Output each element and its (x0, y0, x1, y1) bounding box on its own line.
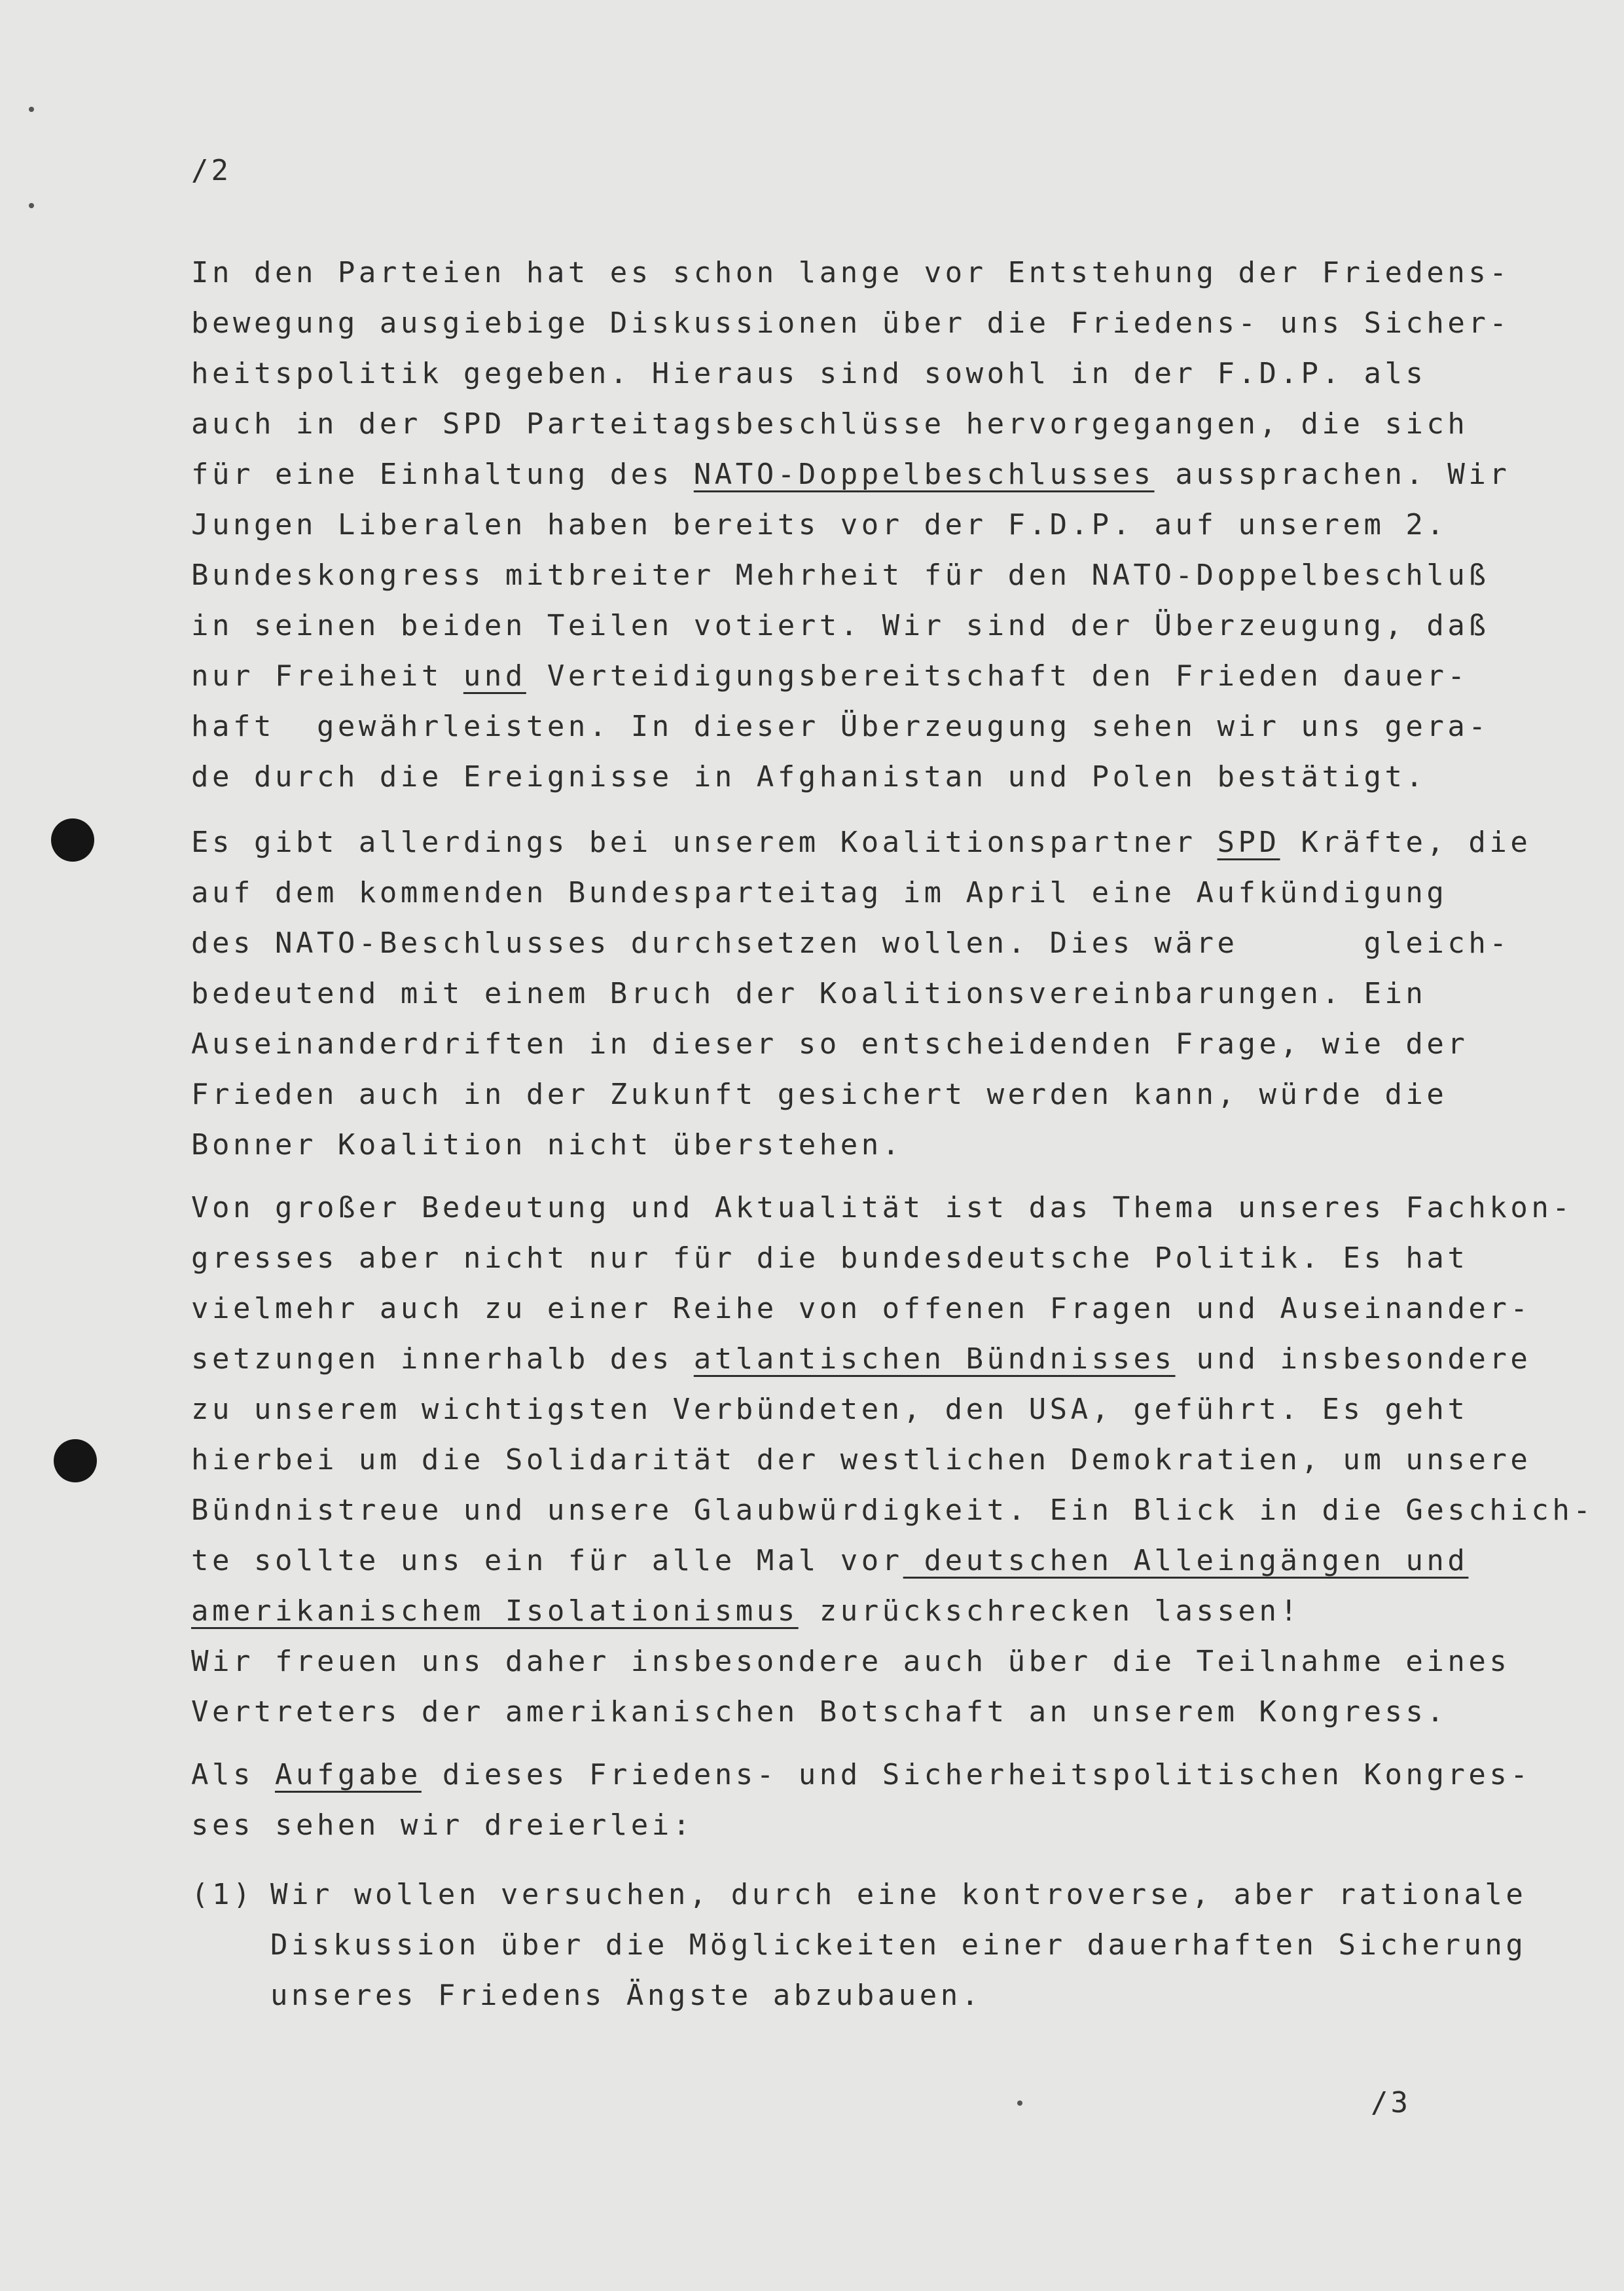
text-segment: gresses aber nicht nur für die bundesdeutsche Politik. Es hat (191, 1241, 1469, 1275)
text-segment: de durch die Ereignisse in Afghanistan und Polen bestätigt. (191, 760, 1427, 794)
text-line (191, 298, 1540, 348)
text-line (191, 1384, 1540, 1435)
text-segment: in seinen beiden Teilen votiert. Wir sind der Überzeugung, daß (191, 609, 1490, 642)
text-segment: Diskussion über die Möglickeiten einer dauerhaften Sicherung (270, 1928, 1527, 1962)
text-line (191, 348, 1540, 399)
underlined-text: NATO-Doppelbeschlusses (693, 458, 1155, 491)
text-line (191, 918, 1540, 968)
text-segment: setzungen innerhalb des (191, 1342, 694, 1376)
underlined-text: amerikanischem Isolationismus (191, 1594, 799, 1628)
text-segment: In den Parteien hat es schon lange vor Entstehung der Friedens- (191, 256, 1511, 289)
text-segment: Wir wollen versuchen, durch eine kontroverse, aber rationale (270, 1878, 1527, 1911)
speck-mark (29, 107, 34, 112)
text-line (191, 1800, 1540, 1850)
underlined-text: Aufgabe (274, 1758, 422, 1791)
text-segment: auf dem kommenden Bundesparteitag im April eine Aufkündigung (191, 876, 1448, 909)
underlined-text: atlantischen Bündnisses (693, 1342, 1176, 1376)
text-segment: Jungen Liberalen haben bereits vor der F.D.P. auf unserem 2. (191, 508, 1448, 541)
text-line (191, 1334, 1540, 1384)
text-line (191, 1120, 1540, 1170)
text-line (191, 247, 1540, 298)
underlined-text: deutschen Alleingängen und (903, 1544, 1469, 1577)
text-line (191, 399, 1540, 449)
page-number-bottom: /3 (1371, 2086, 1411, 2119)
text-line (270, 1869, 1526, 1920)
text-segment: ses sehen wir dreierlei: (191, 1808, 694, 1842)
text-segment: Vertreters der amerikanischen Botschaft an unserem Kongress. (191, 1695, 1448, 1729)
text-line (191, 1069, 1540, 1120)
text-segment: Wir freuen uns daher insbesondere auch über die Teilnahme eines (191, 1645, 1511, 1678)
text-segment: Bonner Koalition nicht überstehen. (191, 1128, 903, 1162)
page-number-top: /2 (191, 154, 231, 187)
text-segment: Es gibt allerdings bei unserem Koalitionspartner (191, 826, 1218, 859)
text-line (191, 1283, 1540, 1334)
text-line (270, 1920, 1526, 1970)
text-segment: zurückschrecken lassen! (798, 1594, 1301, 1628)
list-item-label: (1) (191, 1878, 254, 1911)
text-segment: Von großer Bedeutung und Aktualität ist das Thema unseres Fachkon- (191, 1191, 1574, 1224)
text-segment: Verteidigungsbereitschaft den Frieden dauer- (526, 659, 1469, 693)
text-segment: vielmehr auch zu einer Reihe von offenen Fragen und Auseinander- (191, 1292, 1532, 1325)
text-line (191, 1485, 1595, 1535)
text-segment: bewegung ausgiebige Diskussionen über die Friedens- uns Sicher- (191, 306, 1511, 340)
speck-mark (29, 203, 34, 208)
punch-hole-top (51, 818, 94, 862)
paragraph-1 (191, 247, 1540, 802)
text-line (191, 1586, 1540, 1636)
text-line (191, 550, 1540, 600)
text-segment: des NATO-Beschlusses durchsetzen wollen. Dies wäre gleich- (191, 926, 1511, 960)
text-segment: Frieden auch in der Zukunft gesichert werden kann, würde die (191, 1078, 1448, 1111)
text-line (191, 1750, 1540, 1800)
text-line (191, 968, 1540, 1019)
text-line (191, 600, 1540, 651)
text-segment: nur Freiheit (191, 659, 463, 693)
text-segment: zu unserem wichtigsten Verbündeten, den USA, geführt. Es geht (191, 1393, 1469, 1426)
speck-mark (1017, 2100, 1022, 2106)
text-segment: haft gewährleisten. In dieser Überzeugung sehen wir uns gera- (191, 710, 1490, 743)
text-segment: Auseinanderdriften in dieser so entscheidenden Frage, wie der (191, 1027, 1469, 1061)
text-line (191, 651, 1540, 701)
text-segment: hierbei um die Solidarität der westlichen Demokratien, um unsere (191, 1443, 1532, 1476)
text-line (191, 500, 1540, 550)
text-segment: und insbesondere (1175, 1342, 1532, 1376)
list-item-body (270, 1869, 1526, 2021)
text-segment: aussprachen. Wir (1154, 458, 1511, 491)
text-segment: unseres Friedens Ängste abzubauen. (270, 1979, 983, 2012)
text-line (191, 1233, 1540, 1283)
text-line (191, 1435, 1540, 1485)
text-segment: Bündnistreue und unsere Glaubwürdigkeit. Ein Blick in die Geschich- (191, 1494, 1595, 1527)
text-segment: Bundeskongress mitbreiter Mehrheit für den NATO-Doppelbeschluß (191, 559, 1490, 592)
text-segment: heitspolitik gegeben. Hieraus sind sowohl in der F.D.P. als (191, 357, 1427, 390)
paragraph-2 (191, 817, 1540, 1170)
underlined-text: und (463, 659, 526, 693)
text-segment: für eine Einhaltung des (191, 458, 694, 491)
paragraph-4 (191, 1750, 1540, 1850)
text-segment: auch in der SPD Parteitagsbeschlüsse hervorgegangen, die sich (191, 407, 1469, 441)
paragraph-3 (191, 1182, 1595, 1737)
text-line (191, 701, 1540, 752)
text-line (191, 1535, 1540, 1586)
text-line (191, 1182, 1574, 1233)
underlined-text: SPD (1217, 826, 1280, 859)
text-segment: Kräfte, die (1280, 826, 1532, 859)
punch-hole-bottom (54, 1439, 97, 1482)
text-line (191, 1636, 1540, 1687)
text-line (191, 817, 1540, 868)
text-line (191, 449, 1540, 500)
text-segment: bedeutend mit einem Bruch der Koalitionsvereinbarungen. Ein (191, 977, 1427, 1010)
text-line (191, 1019, 1540, 1069)
text-line (270, 1970, 1526, 2021)
text-segment: te sollte uns ein für alle Mal vor (191, 1544, 903, 1577)
text-line (191, 1687, 1540, 1737)
text-segment: Als (191, 1758, 275, 1791)
text-segment: dieses Friedens- und Sicherheitspolitischen Kongres- (421, 1758, 1532, 1791)
text-line (191, 868, 1540, 918)
text-line (191, 752, 1540, 802)
